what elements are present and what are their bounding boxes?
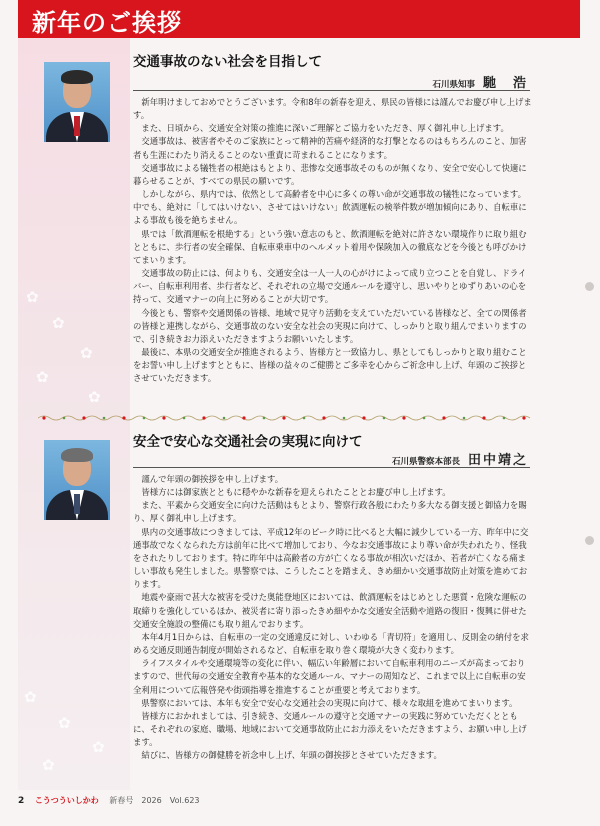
section1-body bbox=[133, 96, 533, 385]
flower-icon: ✿ bbox=[26, 288, 39, 306]
paragraph: 皆様方には御家族とともに穏やかな新春を迎えられたこととお慶び申し上げます。 bbox=[141, 487, 451, 498]
decorative-divider bbox=[38, 414, 532, 422]
paragraph: 県内の交通事故につきましては、平成12年のピーク時に比べると大幅に減少している一方、昨年中に交通事故でなくなられた方は前年に比べて増加しており、今なお交通事故により尊い命が失われたり、怪我をされたりしております。特に昨年中は高齢者の方が亡くなる事故が相次いだほか、若者が亡くなる痛ましい事故も発生しました。県警察では、こうしたことを踏まえ、きめ細かい交通事故防止対策を進めております。 bbox=[133, 526, 529, 590]
publication-name: こうつういしかわ bbox=[34, 796, 99, 805]
paragraph: しかしながら、県内では、依然として高齢者を中心に多くの尊い命が交通事故の犠牲になっています。中でも、絶対に「してはいけない、させてはいけない」飲酒運転の検挙件数が増加傾向にあり、自転車による事故も後を絶ちません。 bbox=[133, 189, 527, 226]
section2-signature bbox=[392, 449, 528, 468]
paragraph: 交通事故の防止には、何よりも、交通安全は一人一人の心がけによって成り立つことを自覚し、ドライバー、自転車利用者、歩行者など、それぞれの立場で交通ルールを遵守し、思いやりとゆずりあいの心を持って、交通マナーの向上に努めることが大切です。 bbox=[133, 268, 527, 305]
police-chief-portrait bbox=[44, 440, 110, 520]
section2-body bbox=[133, 473, 533, 762]
section1-role: 石川県知事 bbox=[432, 80, 475, 90]
binder-hole bbox=[585, 536, 594, 545]
flower-icon: ✿ bbox=[42, 756, 55, 774]
paragraph: また、平素から交通安全に向けた活動はもとより、警察行政各般にわたり多大なる御支援と御協力を賜り、厚く御礼申し上げます。 bbox=[133, 500, 527, 524]
section2-title: 安全で安心な交通社会の実現に向けて bbox=[133, 434, 363, 450]
paragraph: 新年明けましておめでとうございます。令和8年の新春を迎え、県民の皆様には謹んでお慶び申し上げます。 bbox=[133, 97, 532, 121]
governor-portrait bbox=[44, 62, 110, 142]
paragraph: 地震や豪雨で甚大な被害を受けた奥能登地区においては、飲酒運転をはじめとした悪質・危険な運転の取締りを強化しているほか、被災者に寄り添ったきめ細やかな交通安全活動や道路の復旧・復興に併せた交通安全施設の整備にも取り組んでおります。 bbox=[133, 592, 527, 629]
paragraph: 謹んで年頭の御挨拶を申し上げます。 bbox=[141, 474, 284, 484]
section1-signature bbox=[432, 72, 528, 91]
page-number: 2 bbox=[18, 796, 25, 806]
section2-role: 石川県警察本部長 bbox=[391, 457, 460, 467]
paragraph: 交通事故は、被害者やそのご家族にとって精神的苦痛や経済的な打撃となるのはもちろんのこと、加害者も生涯にわたり消えることのない重責に苛まれることになります。 bbox=[133, 136, 527, 160]
page-header bbox=[18, 0, 580, 38]
binder-hole bbox=[585, 282, 594, 291]
flower-icon: ✿ bbox=[36, 368, 49, 386]
paragraph: 今後とも、警察や交通関係の皆様、地域で見守り活動を支えていただいている皆様など、全ての関係者の皆様と連携しながら、交通事故のない安全な社会の実現に向けて、しっかりと取り組んでまいりますので、引き続きお力添えいただきますようお願いいたします。 bbox=[133, 307, 527, 344]
section1-title: 交通事故のない社会を目指して bbox=[133, 54, 322, 70]
paragraph: ライフスタイルや交通環境等の変化に伴い、幅広い年齢層において自転車利用のニーズが高まっておりますので、世代毎の交通安全教育や基本的な交通ルール、マナーの周知など、これまで以上に自転車の安全利用について広報啓発や街頭指導を推進することが重要と考えております。 bbox=[133, 658, 526, 695]
flower-icon: ✿ bbox=[92, 738, 105, 756]
paragraph: また、日頃から、交通安全対策の推進に深いご理解とご協力をいただき、厚く御礼申し上げます。 bbox=[141, 123, 509, 134]
section1-name: 馳 浩 bbox=[482, 76, 528, 91]
page-footer bbox=[18, 795, 208, 809]
page-title: 新年のご挨拶 bbox=[32, 9, 182, 37]
paragraph: 本年4月1日からは、自転車の一定の交通違反に対し、いわゆる「青切符」を適用し、反則金の納付を求める交通反則通告制度が開始されるなど、自転車を取り巻く環境が大きく変わります。 bbox=[133, 631, 529, 656]
paragraph: 最後に、本県の交通安全が推進されるよう、皆様方と一致協力し、県としてもしっかりと取り組むことをお誓い申し上げますとともに、皆様の益々のご健勝とご多幸を心からご祈念申し上げ、年頭のご挨拶とさせていただきます。 bbox=[133, 346, 527, 384]
paragraph: 県では「飲酒運転を根絶する」という強い意志のもと、飲酒運転を絶対に許さない環境作りに取り組むとともに、歩行者の安全確保、自転車乗車中のヘルメット着用や保険加入の徹底などを今後とも呼びかけてまいります。 bbox=[133, 228, 527, 265]
paragraph: 皆様方におかれましては、引き続き、交通ルールの遵守と交通マナーの実践に努めていただくとともに、それぞれの家庭、職場、地域において交通事故防止にお力添えをいただきますよう、お願い申し上げます。 bbox=[133, 710, 527, 748]
paragraph: 交通事故による犠牲者の根絶はもとより、悲惨な交通事故そのものが無くなり、安全で安心して快適に暮らせることが、すべての県民の願いです。 bbox=[133, 162, 527, 186]
flower-icon: ✿ bbox=[24, 688, 37, 706]
flower-icon: ✿ bbox=[88, 388, 101, 406]
flower-icon: ✿ bbox=[52, 314, 65, 332]
issue-info: 新春号 2026 Vol.623 bbox=[109, 796, 200, 805]
paragraph: 結びに、皆様方の御健勝を祈念申し上げ、年頭の御挨拶とさせていただきます。 bbox=[141, 750, 442, 761]
section2-name: 田中靖之 bbox=[467, 453, 528, 468]
flower-icon: ✿ bbox=[80, 344, 93, 362]
paragraph: 県警察においては、本年も安全で安心な交通社会の実現に向けて、様々な取組を進めてまいります。 bbox=[141, 697, 518, 708]
flower-icon: ✿ bbox=[58, 714, 71, 732]
